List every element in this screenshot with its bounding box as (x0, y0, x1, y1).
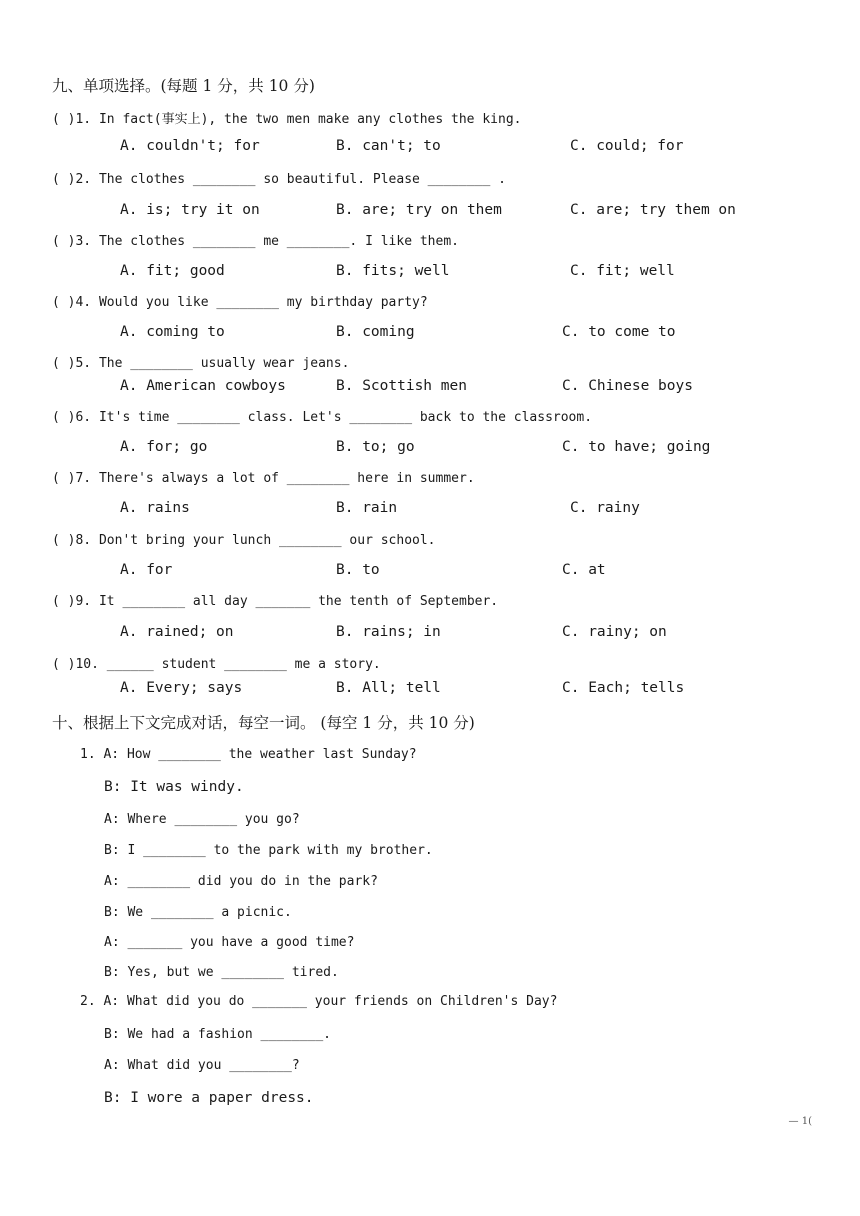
option-b: B. All; tell (336, 680, 441, 696)
dialogue-line: A: ________ did you do in the park? (104, 874, 378, 889)
question-8: ( )8. Don't bring your lunch ________ our school. (52, 533, 436, 548)
question-5: ( )5. The ________ usually wear jeans. (52, 356, 350, 371)
dialogue-line: B: It was windy. (104, 779, 244, 795)
option-c: C. Chinese boys (562, 378, 693, 394)
option-c: C. could; for (570, 138, 684, 154)
dialogue-line: 1. A: How ________ the weather last Sunday? (80, 747, 417, 762)
option-c: C. fit; well (570, 263, 675, 279)
option-a: A. is; try it on (120, 202, 260, 218)
option-c: C. rainy (570, 500, 640, 516)
option-a: A. couldn't; for (120, 138, 260, 154)
dialogue-line: B: Yes, but we ________ tired. (104, 965, 339, 980)
option-a: A. Every; says (120, 680, 243, 696)
option-b: B. rains; in (336, 624, 441, 640)
dialogue-line: B: I wore a paper dress. (104, 1090, 314, 1106)
dialogue-line: A: What did you ________? (104, 1058, 300, 1073)
section-9-heading: 九、单项选择。(每题 1 分，共 10 分) (52, 77, 315, 95)
option-c: C. are; try them on (570, 202, 736, 218)
option-b: B. to (336, 562, 380, 578)
question-1: ( )1. In fact(事实上), the two men make any clothes the king. (52, 112, 522, 127)
question-4: ( )4. Would you like ________ my birthday party? (52, 295, 428, 310)
page-number: — 1( (788, 1116, 812, 1127)
dialogue-line: A: Where ________ you go? (104, 812, 300, 827)
option-b: B. Scottish men (336, 378, 467, 394)
option-a: A. for (120, 562, 173, 578)
option-c: C. rainy; on (562, 624, 667, 640)
option-a: A. coming to (120, 324, 225, 340)
option-b: B. can't; to (336, 138, 441, 154)
question-2: ( )2. The clothes ________ so beautiful. Please ________ . (52, 172, 506, 187)
option-a: A. for; go (120, 439, 208, 455)
section-10-heading: 十、根据上下文完成对话，每空一词。 (每空 1 分，共 10 分) (52, 714, 475, 732)
option-b: B. coming (336, 324, 415, 340)
option-c: C. Each; tells (562, 680, 685, 696)
question-9: ( )9. It ________ all day _______ the tenth of September. (52, 594, 499, 609)
dialogue-line: B: I ________ to the park with my brother. (104, 843, 433, 858)
option-b: B. rain (336, 500, 398, 516)
question-7: ( )7. There's always a lot of ________ here in summer. (52, 471, 475, 486)
option-b: B. fits; well (336, 263, 450, 279)
option-c: C. to have; going (562, 439, 711, 455)
question-6: ( )6. It's time ________ class. Let's ________ back to the classroom. (52, 410, 593, 425)
dialogue-line: A: _______ you have a good time? (104, 935, 355, 950)
option-a: A. rains (120, 500, 190, 516)
option-b: B. to; go (336, 439, 415, 455)
option-c: C. at (562, 562, 606, 578)
dialogue-line: 2. A: What did you do _______ your friends on Children's Day? (80, 994, 558, 1009)
option-c: C. to come to (562, 324, 676, 340)
question-3: ( )3. The clothes ________ me ________. I like them. (52, 234, 459, 249)
option-a: A. rained; on (120, 624, 234, 640)
option-b: B. are; try on them (336, 202, 502, 218)
dialogue-line: B: We ________ a picnic. (104, 905, 292, 920)
dialogue-line: B: We had a fashion ________. (104, 1027, 331, 1042)
option-a: A. fit; good (120, 263, 225, 279)
question-10: ( )10. ______ student ________ me a story. (52, 657, 381, 672)
option-a: A. American cowboys (120, 378, 286, 394)
